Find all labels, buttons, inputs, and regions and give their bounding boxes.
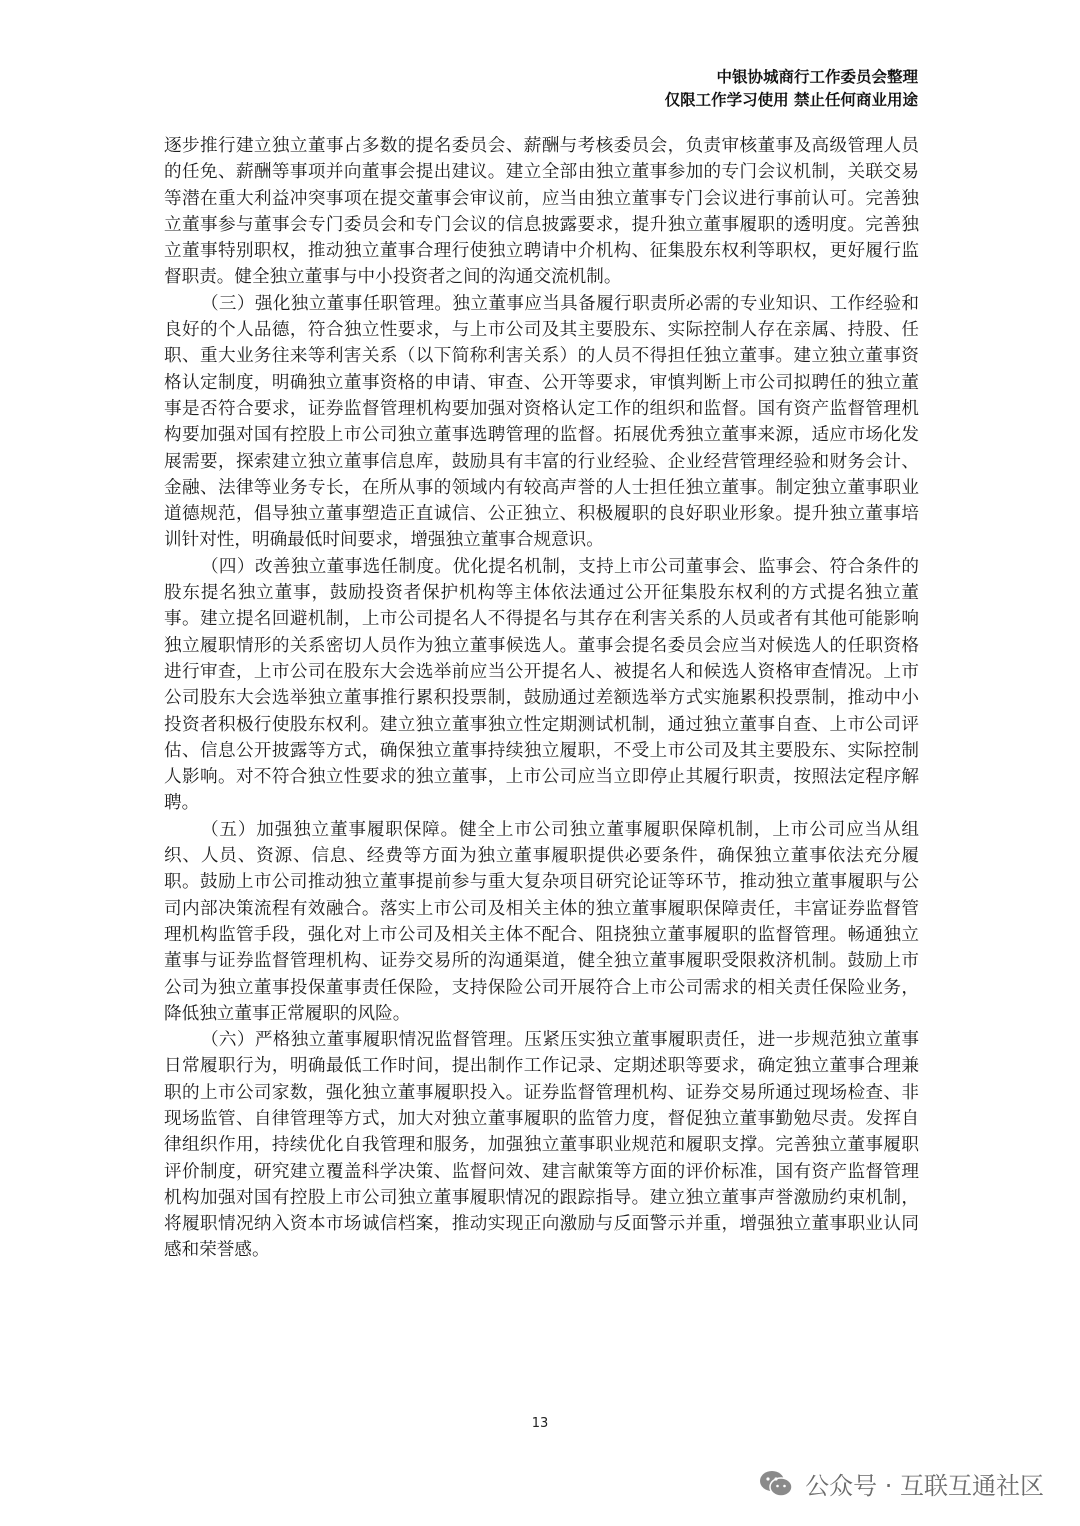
paragraph: 逐步推行建立独立董事占多数的提名委员会、薪酬与考核委员会，负责审核董事及高级管理人员的任免、薪酬等事项并向董事会提出建议。建立全部由独立董事参加的专门会议机制，关联交易等潜在重大利益冲突事项在提交董事会审议前，应当由独立董事专门会议进行事前认可。完善独立董事参与董事会专门委员会和专门会议的信息披露要求，提升独立董事履职的透明度。完善独立董事特别职权，推动独立董事合理行使独立聘请中介机构、征集股东权利等职权，更好履行监督职责。健全独立董事与中小投资者之间的沟通交流机制。: [164, 136, 919, 288]
footer-brand-text: 公众号 · 互联互通社区: [805, 1472, 1044, 1500]
paragraph: （五）加强独立董事履职保障。健全上市公司独立董事履职保障机制，上市公司应当从组织、人员、资源、信息、经费等方面为独立董事履职提供必要条件，确保独立董事依法充分履职。鼓励上市公司推动独立董事提前参与重大复杂项目研究论证等环节，推动独立董事履职与公司内部决策流程有效融合。落实上市公司及相关主体的独立董事履职保障责任，丰富证券监督管理机构监管手段，强化对上市公司及相关主体不配合、阻挠独立董事履职的监督管理。畅通独立董事与证券监督管理机构、证券交易所的沟通渠道，健全独立董事履职受限救济机制。鼓励上市公司为独立董事投保董事责任保险，支持保险公司开展符合上市公司需求的相关责任保险业务，降低独立董事正常履职的风险。: [164, 819, 919, 1024]
page-header: [665, 66, 918, 112]
header-line-2: 仅限工作学习使用 禁止任何商业用途: [664, 91, 918, 109]
header-line-1: 中银协城商行工作委员会整理: [716, 68, 918, 86]
page-number: 13: [531, 1416, 549, 1431]
paragraph: （四）改善独立董事选任制度。优化提名机制，支持上市公司董事会、监事会、符合条件的股东提名独立董事，鼓励投资者保护机构等主体依法通过公开征集股东权利的方式提名独立董事。建立提名回避机制，上市公司提名人不得提名与其存在利害关系的人员或者有其他可能影响独立履职情形的关系密切人员作为独立董事候选人。董事会提名委员会应当对候选人的任职资格进行审查，上市公司在股东大会选举前应当公开提名人、被提名人和候选人资格审查情况。上市公司股东大会选举独立董事推行累积投票制，鼓励通过差额选举方式实施累积投票制，推动中小投资者积极行使股东权利。建立独立董事独立性定期测试机制，通过独立董事自查、上市公司评估、信息公开披露等方式，确保独立董事持续独立履职，不受上市公司及其主要股东、实际控制人影响。对不符合独立性要求的独立董事，上市公司应当立即停止其履行职责，按照法定程序解聘。: [164, 556, 919, 814]
paragraph: （三）强化独立董事任职管理。独立董事应当具备履行职责所必需的专业知识、工作经验和良好的个人品德，符合独立性要求，与上市公司及其主要股东、实际控制人存在亲属、持股、任职、重大业务往来等利害关系（以下简称利害关系）的人员不得担任独立董事。建立独立董事资格认定制度，明确独立董事资格的申请、审查、公开等要求，审慎判断上市公司拟聘任的独立董事是否符合要求，证券监督管理机构要加强对资格认定工作的组织和监督。国有资产监督管理机构要加强对国有控股上市公司独立董事选聘管理的监督。拓展优秀独立董事来源，适应市场化发展需要，探索建立独立董事信息库，鼓励具有丰富的行业经验、企业经营管理经验和财务会计、金融、法律等业务专长，在所从事的领域内有较高声誉的人士担任独立董事。制定独立董事职业道德规范，倡导独立董事塑造正直诚信、公正独立、积极履职的良好职业形象。提升独立董事培训针对性，明确最低时间要求，增强独立董事合规意识。: [164, 293, 919, 551]
paragraph: （六）严格独立董事履职情况监督管理。压紧压实独立董事履职责任，进一步规范独立董事日常履职行为，明确最低工作时间，提出制作工作记录、定期述职等要求，确定独立董事合理兼职的上市公司家数，强化独立董事履职投入。证券监督管理机构、证券交易所通过现场检查、非现场监管、自律管理等方式，加大对独立董事履职的监管力度，督促独立董事勤勉尽责。发挥自律组织作用，持续优化自我管理和服务，加强独立董事职业规范和履职支撑。完善独立董事履职评价制度，研究建立覆盖科学决策、监督问效、建言献策等方面的评价标准，国有资产监督管理机构加强对国有控股上市公司独立董事履职情况的跟踪指导。建立独立董事声誉激励约束机制，将履职情况纳入资本市场诚信档案，推动实现正向激励与反面警示并重，增强独立董事职业认同感和荣誉感。: [164, 1030, 919, 1261]
document-body: [164, 133, 919, 1264]
wechat-icon: [759, 1469, 793, 1499]
footer-brand: [759, 1466, 1044, 1501]
